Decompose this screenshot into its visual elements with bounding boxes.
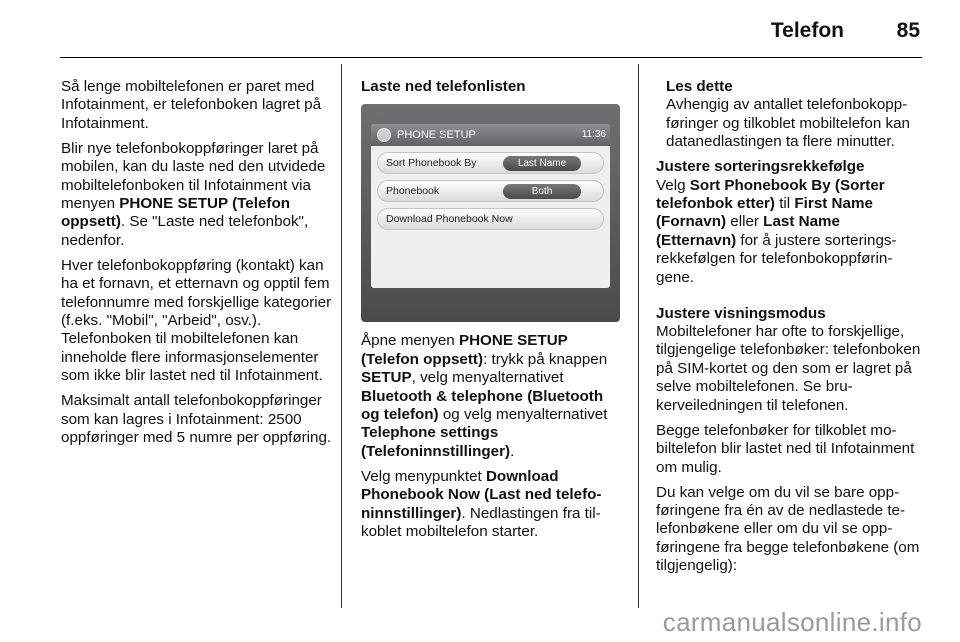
text: og velg menyalternativet (438, 406, 608, 424)
column-divider (341, 64, 342, 608)
paragraph (361, 468, 621, 542)
menu-item-phonebook[interactable] (377, 180, 604, 202)
text: , velg menyalternativet (411, 369, 564, 387)
paragraph: Mobiltelefoner har ofte to forskjellige, tilgjengelige telefonbøker: telefonboken på SIM-kortet og den som er lagret på selve mobiltelefonen. Se brukerveiledningen til telefonen. (656, 323, 921, 414)
menu-item-sort-phonebook[interactable] (377, 152, 604, 174)
text: eller (726, 213, 764, 231)
spacer (656, 294, 922, 305)
text: til (774, 195, 795, 213)
column-right (656, 78, 922, 582)
page-number: 85 (896, 19, 920, 42)
menu-option: Last Name (Etternavn) (656, 213, 840, 249)
note-box (656, 78, 922, 152)
menu-option: First Name (Fornavn) (656, 195, 873, 231)
menu-name: PHONE SETUP (Telefon oppsett) (361, 332, 568, 368)
note-text: Avhengig av antallet telefonbokoppføringer og tilkoblet mobiltelefon kan datanedlastingen ta flere minutter. (666, 96, 910, 151)
menu-item-value: Both (503, 184, 581, 199)
screen-title-bar (371, 124, 610, 146)
menu-item-label: Sort Phonebook By (386, 157, 477, 170)
phone-setup-icon (377, 128, 391, 142)
watermark: carmanualsonline.info (662, 607, 922, 637)
text: . (510, 442, 515, 460)
infotainment-screenshot (361, 104, 620, 322)
menu-item-value: Last Name (503, 156, 581, 171)
note-title: Les dette (666, 78, 733, 95)
section-heading: Justere visningsmodus (656, 304, 826, 322)
text: Velg menypunktet (361, 467, 486, 485)
text: . Nedlastingen fra tilkoblet mobiltelefon starter. (361, 504, 601, 541)
screen-title: PHONE SETUP (397, 129, 476, 142)
menu-item-download-phonebook[interactable] (377, 208, 604, 230)
menu-item-label: Phonebook (386, 185, 440, 198)
paragraph: Begge telefonbøker for tilkoblet mobiltelefon blir lastet ned til Infotainment om mulig. (656, 421, 915, 476)
paragraph: Maksimalt antall telefonbokoppføringer som kan lagres i Infotainment: 2500 oppføringer med 5 numre per oppføring. (61, 392, 332, 447)
section-heading: Justere sorteringsrekkefølge (656, 158, 865, 176)
infotainment-screen (371, 124, 610, 288)
paragraph: Så lenge mobiltelefonen er paret med Infotainment, er telefonboken lagret på Infotainment. (61, 78, 322, 132)
menu-name: PHONE SETUP (Telefon oppsett) (61, 195, 291, 231)
menu-option: Download Phonebook Now (Last ned telefoninnstillinger) (361, 467, 602, 522)
menu-option: Sort Phonebook By (Sorter telefonbok etter) (656, 176, 885, 213)
paragraph (61, 140, 333, 250)
menu-item-label: Download Phonebook Now (386, 213, 513, 226)
menu-option: Telephone settings (Telefoninnstillinger) (361, 424, 511, 460)
column-middle (361, 78, 621, 548)
text: Åpne menyen (361, 332, 459, 350)
text: Blir nye telefonbokoppføringer laret på mobilen, kan du laste ned den utvidede mobiltelefonboken til Infotainment via menyen (61, 139, 326, 213)
screen-clock: 11:36 (581, 129, 606, 141)
menu-option: Bluetooth & telephone (Bluetooth og telefon) (361, 387, 604, 424)
page-header (60, 18, 922, 58)
page-title: Telefon (770, 19, 844, 42)
paragraph (361, 332, 621, 461)
text: . Se "Laste ned telefonbok", nedenfor. (61, 213, 309, 249)
paragraph: Du kan velge om du vil se bare oppføringene fra én av de nedlastede telefonbøkene eller om du vil se oppføringene fra begge telefonbøkene (om tilgjengelig): (656, 483, 920, 575)
section-heading: Laste ned telefonlisten (361, 78, 526, 95)
text: for å justere sorteringsrekkefølgen for telefonbokoppføringene. (656, 231, 897, 286)
text: Velg (656, 176, 690, 194)
button-name: SETUP (361, 369, 412, 387)
paragraph (656, 177, 922, 287)
column-divider (638, 64, 639, 608)
paragraph: Hver telefonbokoppføring (kontakt) kan ha et fornavn, et etternavn og opptil fem telefonnumre med forskjellige kategorier (f.eks. "Mobil", "Arbeid", osv.). Telefonboken til mobiltelefonen kan inneholde flere informasjonselementer som ikke blir lastet ned til Infotainment. (61, 256, 332, 385)
text: : trykk på knappen (483, 350, 608, 368)
column-left (61, 78, 333, 454)
